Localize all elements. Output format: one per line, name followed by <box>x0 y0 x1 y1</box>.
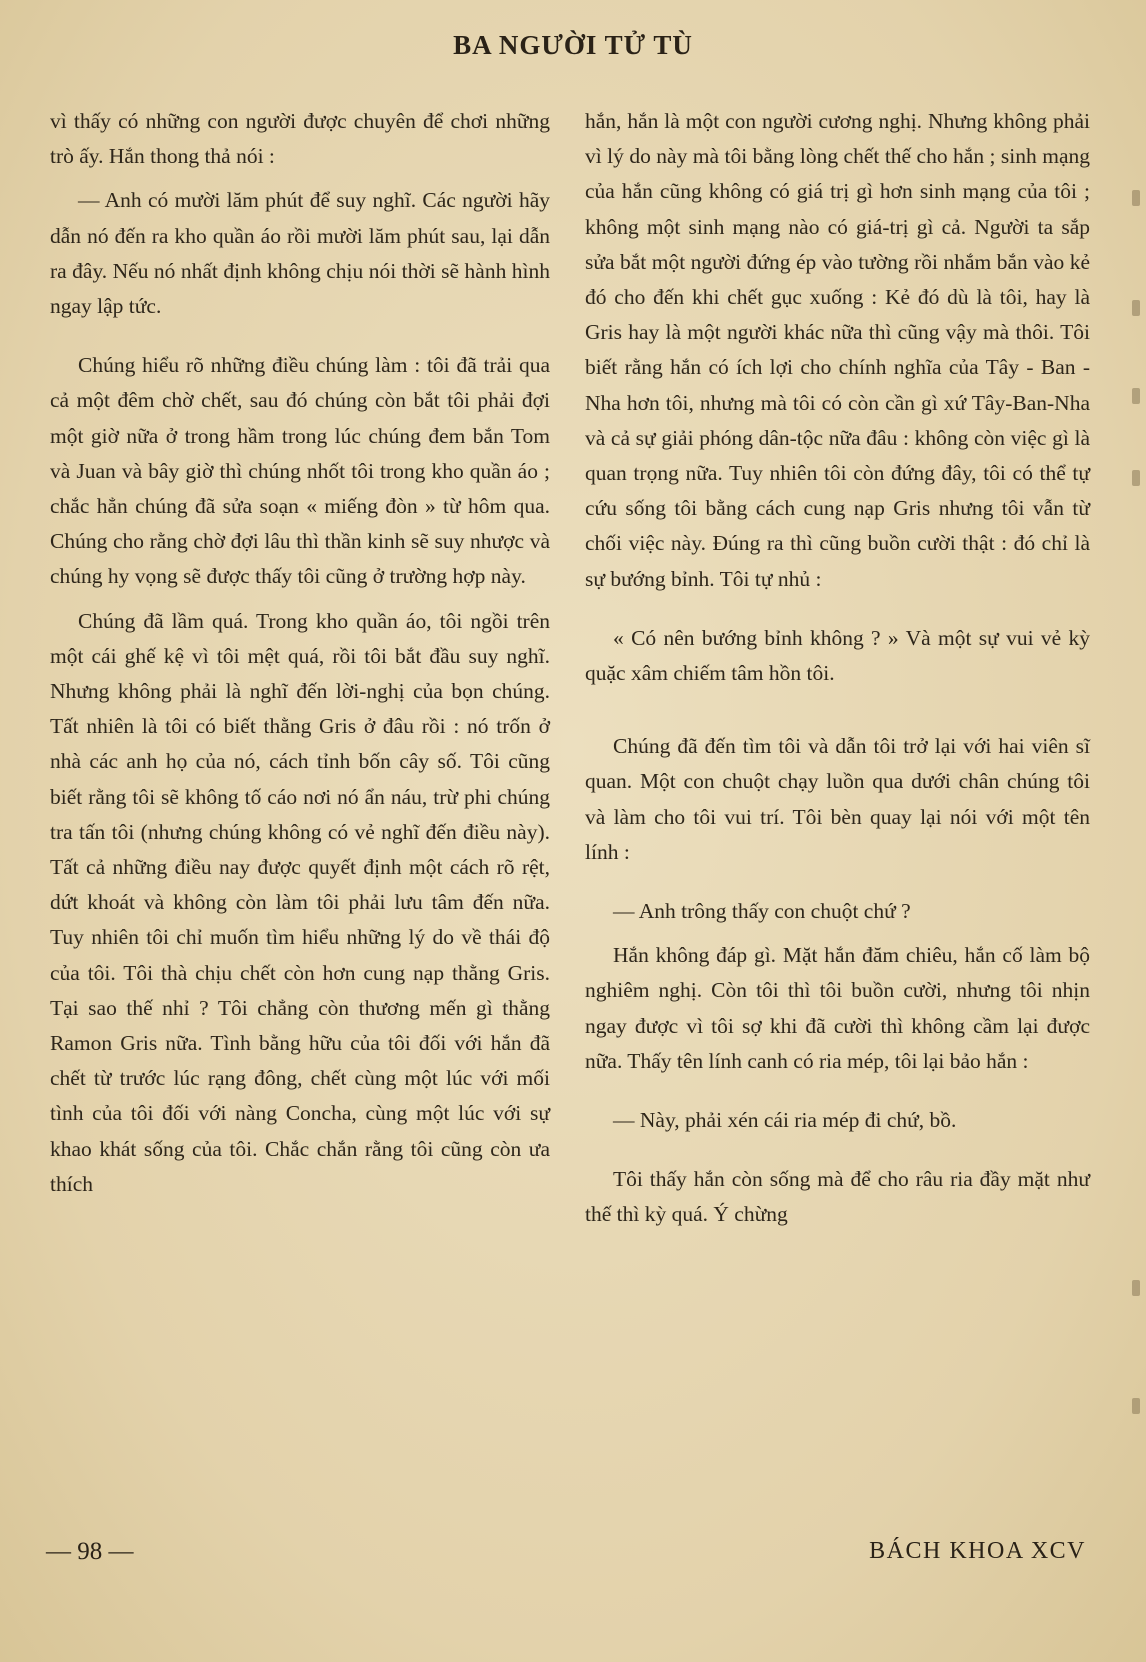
paragraph: Hắn không đáp gì. Mặt hắn đăm chiêu, hắn cố làm bộ nghiêm nghị. Còn tôi thì tôi buồn cười, nhưng tôi nhịn ngay được vì tôi sợ khi đã cười thì không cầm lại được nữa. Thấy tên lính canh có ria mép, tôi lại bảo hắn : <box>585 943 1090 1073</box>
edge-ink-mark <box>1132 300 1140 316</box>
paragraph: « Có nên bướng bỉnh không ? » Và một sự vui vẻ kỳ quặc xâm chiếm tâm hồn tôi. <box>585 625 1090 686</box>
left-column <box>50 104 550 1202</box>
page-number: — 98 — <box>46 1538 134 1565</box>
paragraph: vì thấy có những con người được chuyên để chơi những trò ấy. Hắn thong thả nói : <box>50 109 550 169</box>
right-column <box>585 104 1090 1233</box>
edge-ink-mark <box>1132 1280 1140 1296</box>
paragraph: hắn, hắn là một con người cương nghị. Nhưng không phải vì lý do này mà tôi bằng lòng chết thế cho hắn ; sinh mạng của hắn cũng không có giá trị gì hơn sinh mạng của tôi ; không một sinh mạng nào có giá-trị gì cả. Người ta sắp sửa bắt một người đứng ép vào tường rồi nhắm bắn vào kẻ đó cho đến khi chết gục xuống : Kẻ đó dù là tôi, hay là Gris hay là một người khác nữa thì cũng vậy mà thôi. Tôi biết rằng hắn có ích lợi cho chính nghĩa của Tây - Ban - Nha hơn tôi, nhưng mà tôi có còn cần gì xứ Tây-Ban-Nha và cả sự giải phóng dân-tộc nữa đâu : không còn việc gì là quan trọng nữa. Tuy nhiên tôi còn đứng đây, tôi có thể tự cứu sống tôi bằng cách cung nạp Gris nhưng tôi vẫn từ chối việc này. Đúng ra thì cũng buồn cười thật : đó chỉ là sự bướng bỉnh. Tôi tự nhủ : <box>585 109 1090 591</box>
edge-ink-mark <box>1132 190 1140 206</box>
dialogue-paragraph: — Anh có mười lăm phút để suy nghĩ. Các người hãy dẫn nó đến ra kho quần áo rồi mười lăm phút sau, lại dẫn ra đây. Nếu nó nhất định không chịu nói thời sẽ hành hình ngay lập tức. <box>50 188 550 319</box>
dialogue-paragraph: — Anh trông thấy con chuột chứ ? <box>613 899 911 924</box>
edge-ink-mark <box>1132 470 1140 486</box>
paragraph: Tôi thấy hắn còn sống mà để cho râu ria đầy mặt như thế thì kỳ quá. Ý chừng <box>585 1167 1090 1227</box>
paragraph: Chúng đã đến tìm tôi và dẫn tôi trở lại với hai viên sĩ quan. Một con chuột chạy luồn qua dưới chân chúng tôi và làm cho tôi vui trí. Tôi bèn quay lại nói với một tên lính : <box>585 734 1090 864</box>
paragraph: Chúng đã lầm quá. Trong kho quần áo, tôi ngồi trên một cái ghế kệ vì tôi mệt quá, rồi tôi bắt đầu suy nghĩ. Nhưng không phải là nghĩ đến lời-nghị của bọn chúng. Tất nhiên là tôi có biết thằng Gris ở đâu rồi : nó trốn ở nhà các anh họ của nó, cách tỉnh bốn cây số. Tôi cũng biết rằng tôi sẽ không tố cáo nơi nó ẩn náu, trừ phi chúng tra tấn tôi (nhưng chúng không có vẻ nghĩ đến điều này). Tất cả những điều nay được quyết định một cách rõ rệt, dứt khoát và không còn làm tôi phải lưu tâm đến nữa. Tuy nhiên tôi chỉ muốn tìm hiểu những lý do về thái độ của tôi. Tôi thà chịu chết còn hơn cung nạp thằng Gris. Tại sao thế nhỉ ? Tôi chẳng còn thương mến gì thằng Ramon Gris nữa. Tình bằng hữu của tôi đối với hắn đã chết từ trước lúc rạng đông, chết cùng một lúc với mối tình của tôi đối với nàng Concha, cùng một lúc với sự khao khát sống của tôi. Chắc chắn rằng tôi cũng còn ưa thích <box>50 608 550 1196</box>
dialogue-paragraph: — Này, phải xén cái ria mép đi chứ, bồ. <box>613 1108 957 1133</box>
running-head-title: BA NGƯỜI TỬ TÙ <box>453 30 693 60</box>
edge-ink-mark <box>1132 1398 1140 1414</box>
paragraph: Chúng hiểu rõ những điều chúng làm : tôi đã trải qua cả một đêm chờ chết, sau đó chúng còn bắt tôi phải đợi một giờ nữa ở trong hầm trong lúc chúng đem bắn Tom và Juan và bây giờ thì chúng nhốt tôi trong kho quần áo ; chắc hẳn chúng đã sửa soạn « miếng đòn » từ hôm qua. Chúng cho rằng chờ đợi lâu thì thần kinh sẽ suy nhược và chúng hy vọng sẽ được thấy tôi cũng ở trường hợp này. <box>50 353 550 589</box>
edge-ink-mark <box>1132 388 1140 404</box>
magazine-issue: BÁCH KHOA XCV <box>869 1538 1086 1564</box>
